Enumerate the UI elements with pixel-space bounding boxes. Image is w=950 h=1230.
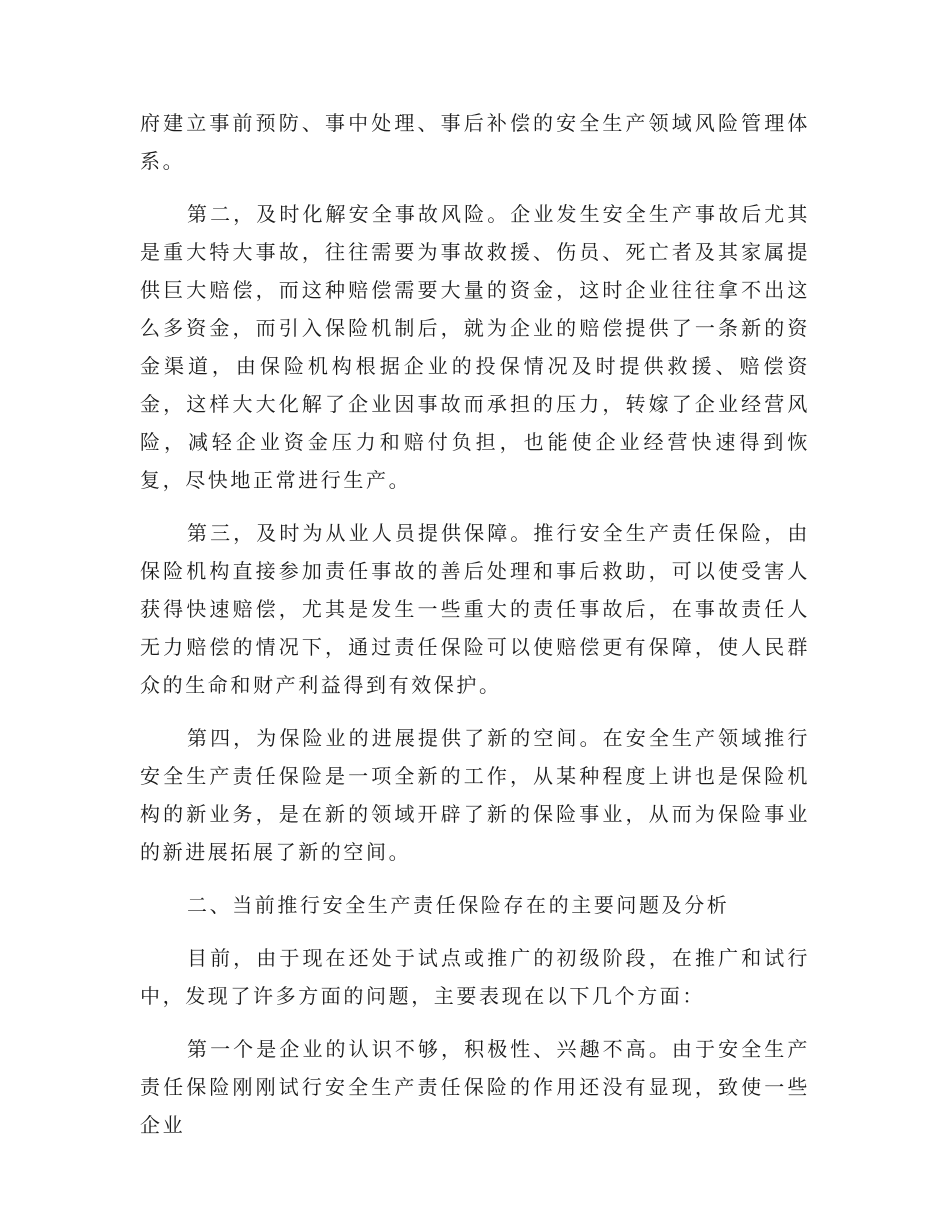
paragraph-intro-problems: 目前，由于现在还处于试点或推广的初级阶段，在推广和试行中，发现了许多方面的问题，主要表现在以下几个方面：	[140, 946, 810, 1008]
paragraph-first-problem: 第一个是企业的认识不够，积极性、兴趣不高。由于安全生产责任保险刚刚试行安全生产责任保险的作用还没有显现，致使一些企业	[140, 1037, 810, 1137]
paragraph-third-point: 第三，及时为从业人员提供保障。推行安全生产责任保险，由保险机构直接参加责任事故的善后处理和事后救助，可以使受害人获得快速赔偿，尤其是发生一些重大的责任事故后，在事故责任人无力赔偿的情况下，通过责任保险可以使赔偿更有保障，使人民群众的生命和财产利益得到有效保护。	[140, 521, 810, 697]
paragraph-continuation: 府建立事前预防、事中处理、事后补偿的安全生产领域风险管理体系。	[140, 111, 810, 173]
paragraph-fourth-point: 第四，为保险业的进展提供了新的空间。在安全生产领域推行安全生产责任保险是一项全新的工作，从某种程度上讲也是保险机构的新业务，是在新的领域开辟了新的保险事业，从而为保险事业的新进展拓展了新的空间。	[140, 726, 810, 864]
document-body	[140, 104, 810, 1159]
section-heading: 二、当前推行安全生产责任保险存在的主要问题及分析	[187, 893, 730, 917]
paragraph-second-point: 第二，及时化解安全事故风险。企业发生安全生产事故后尤其是重大特大事故，往往需要为事故救援、伤员、死亡者及其家属提供巨大赔偿，而这种赔偿需要大量的资金，这时企业往往拿不出这么多资金，而引入保险机制后，就为企业的赔偿提供了一条新的资金渠道，由保险机构根据企业的投保情况及时提供救援、赔偿资金，这样大大化解了企业因事故而承担的压力，转嫁了企业经营风险，减轻企业资金压力和赔付负担，也能使企业经营快速得到恢复，尽快地正常进行生产。	[140, 202, 810, 492]
